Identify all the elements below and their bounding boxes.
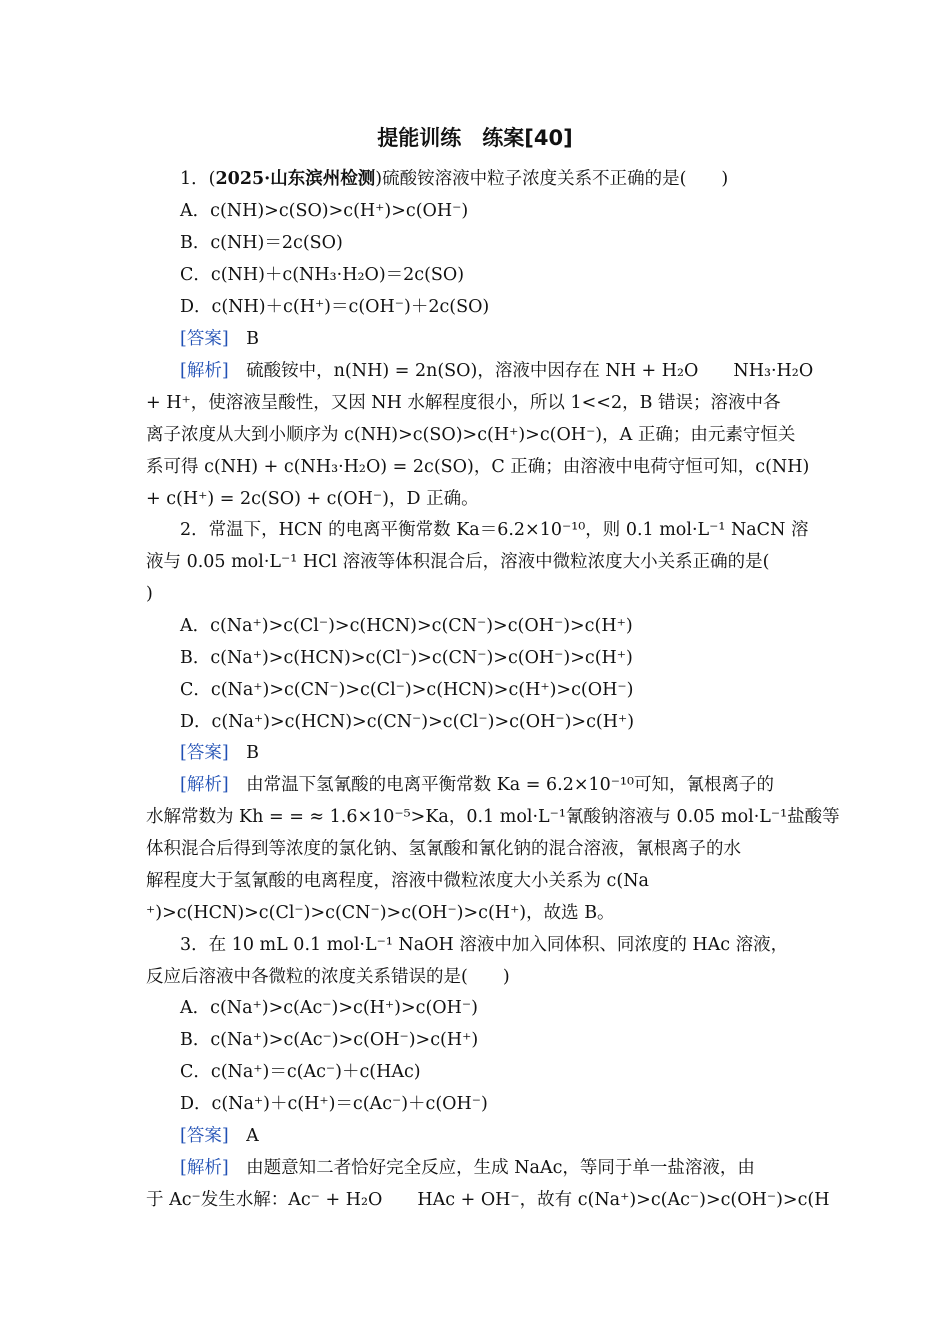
q1-analysis-line-5: + c(H⁺) = 2c(SO) + c(OH⁻)，D 正确。 bbox=[146, 489, 479, 509]
q1-option-d: D．c(NH)＋c(H⁺)＝c(OH⁻)＋2c(SO) bbox=[180, 297, 490, 317]
q3-answer bbox=[180, 1124, 259, 1148]
q1-analysis-line-3: 离子浓度从大到小顺序为 c(NH)>c(SO)>c(H⁺)>c(OH⁻)，A 正确；由元素守恒关 bbox=[146, 425, 796, 445]
q3-stem-line-2: 反应后溶液中各微粒的浓度关系错误的是( ) bbox=[146, 967, 510, 987]
q2-analysis-line-5: ⁺)>c(HCN)>c(Cl⁻)>c(CN⁻)>c(OH⁻)>c(H⁺)，故选 B。 bbox=[146, 903, 615, 923]
q2-stem-line-1: 2．常温下，HCN 的电离平衡常数 Ka＝6.2×10⁻¹⁰，则 0.1 mol·L⁻¹ NaCN 溶 bbox=[180, 520, 809, 540]
q2-analysis-line-2: 水解常数为 Kh = = ≈ 1.6×10⁻⁵>Ka，0.1 mol·L⁻¹氰酸钠溶液与 0.05 mol·L⁻¹盐酸等 bbox=[146, 807, 840, 827]
answer-tag: [答案] bbox=[180, 1126, 229, 1146]
q1-stem bbox=[180, 167, 728, 191]
q3-option-d: D．c(Na⁺)＋c(H⁺)＝c(Ac⁻)＋c(OH⁻) bbox=[180, 1094, 488, 1114]
q2-stem-line-3: ) bbox=[146, 584, 153, 604]
q2-option-d: D．c(Na⁺)>c(HCN)>c(CN⁻)>c(Cl⁻)>c(OH⁻)>c(H⁺) bbox=[180, 712, 635, 732]
q3-stem-line-1: 3．在 10 mL 0.1 mol·L⁻¹ NaOH 溶液中加入同体积、同浓度的 HAc 溶液， bbox=[180, 935, 789, 955]
answer-tag: [答案] bbox=[180, 743, 229, 763]
q1-option-c: C．c(NH)＋c(NH₃·H₂O)＝2c(SO) bbox=[180, 265, 465, 285]
q2-analysis-text: 由常温下氢氰酸的电离平衡常数 Ka = 6.2×10⁻¹⁰可知，氰根离子的 bbox=[246, 775, 775, 795]
q1-analysis-line-2: + H⁺，使溶液呈酸性，又因 NH 水解程度很小，所以 1<<2，B 错误；溶液中各 bbox=[146, 393, 781, 413]
q3-option-b: B．c(Na⁺)>c(Ac⁻)>c(OH⁻)>c(H⁺) bbox=[180, 1030, 479, 1050]
q1-option-b: B．c(NH)＝2c(SO) bbox=[180, 233, 343, 253]
q1-stem-num: 1．( bbox=[180, 169, 216, 189]
analysis-tag: [解析] bbox=[180, 1158, 229, 1178]
q3-option-c: C．c(Na⁺)＝c(Ac⁻)＋c(HAc) bbox=[180, 1062, 421, 1082]
q2-option-a: A．c(Na⁺)>c(Cl⁻)>c(HCN)>c(CN⁻)>c(OH⁻)>c(H⁺) bbox=[180, 616, 633, 636]
analysis-tag: [解析] bbox=[180, 361, 229, 381]
q3-option-a: A．c(Na⁺)>c(Ac⁻)>c(H⁺)>c(OH⁻) bbox=[180, 998, 478, 1018]
q3-analysis-line-2: 于 Ac⁻发生水解：Ac⁻ + H₂O HAc + OH⁻，故有 c(Na⁺)>c(Ac⁻)>c(OH⁻)>c(H bbox=[146, 1190, 830, 1210]
q2-option-c: C．c(Na⁺)>c(CN⁻)>c(Cl⁻)>c(HCN)>c(H⁺)>c(OH⁻) bbox=[180, 680, 634, 700]
q1-answer bbox=[180, 327, 259, 351]
q2-answer-value: B bbox=[246, 743, 260, 763]
q2-option-b: B．c(Na⁺)>c(HCN)>c(Cl⁻)>c(CN⁻)>c(OH⁻)>c(H⁺) bbox=[180, 648, 633, 668]
q1-stem-text: )硫酸铵溶液中粒子浓度关系不正确的是( ) bbox=[375, 169, 729, 189]
q2-analysis-line-1 bbox=[180, 773, 774, 797]
answer-tag: [答案] bbox=[180, 329, 229, 349]
analysis-tag: [解析] bbox=[180, 775, 229, 795]
q1-source: 2025·山东滨州检测 bbox=[215, 169, 376, 189]
q2-answer bbox=[180, 741, 259, 765]
q2-stem-line-2: 液与 0.05 mol·L⁻¹ HCl 溶液等体积混合后，溶液中微粒浓度大小关系正确的是( bbox=[146, 552, 770, 572]
q1-option-a: A．c(NH)>c(SO)>c(H⁺)>c(OH⁻) bbox=[180, 201, 469, 221]
q1-answer-value: B bbox=[246, 329, 260, 349]
q1-analysis-text: 硫酸铵中，n(NH) = 2n(SO)，溶液中因存在 NH + H₂O NH₃·H₂O bbox=[246, 361, 814, 381]
q2-analysis-line-3: 体积混合后得到等浓度的氯化钠、氢氰酸和氰化钠的混合溶液，氰根离子的水 bbox=[146, 839, 741, 859]
q3-analysis-line-1 bbox=[180, 1156, 755, 1180]
q3-answer-value: A bbox=[246, 1126, 259, 1146]
q3-analysis-text: 由题意知二者恰好完全反应，生成 NaAc，等同于单一盐溶液，由 bbox=[246, 1158, 755, 1178]
q1-analysis-line-1 bbox=[180, 359, 813, 383]
q1-analysis-line-4: 系可得 c(NH) + c(NH₃·H₂O) = 2c(SO)，C 正确；由溶液中电荷守恒可知，c(NH) bbox=[146, 457, 810, 477]
q2-analysis-line-4: 解程度大于氢氰酸的电离程度，溶液中微粒浓度大小关系为 c(Na bbox=[146, 871, 649, 891]
page-title: 提能训练 练案[40] bbox=[377, 126, 573, 150]
